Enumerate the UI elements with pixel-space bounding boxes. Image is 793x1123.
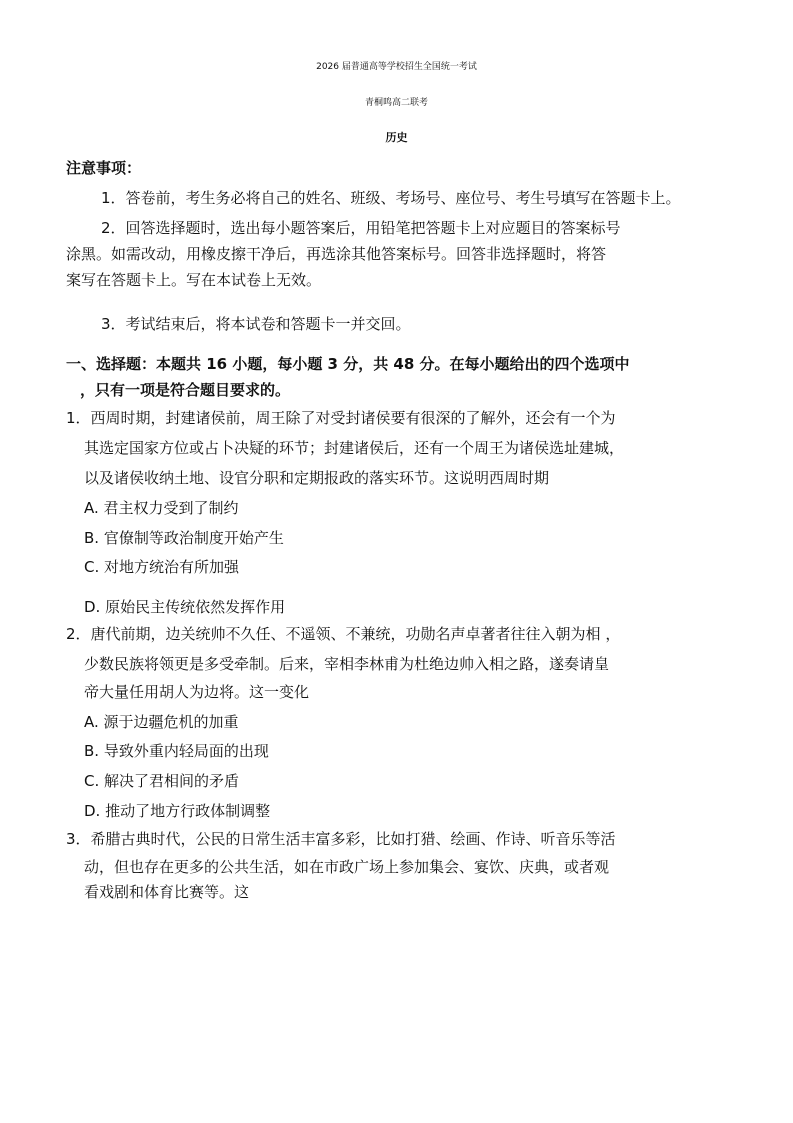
notice-item-3: 3．考试结束后，将本试卷和答题卡一并交回。 [101, 315, 411, 333]
exam-title: 2026 届普通高等学校招生全国统一考试 [316, 62, 477, 72]
subject-title: 历史 [385, 131, 408, 144]
question-2-option-d: D. 推动了地方行政体制调整 [84, 802, 271, 820]
exam-subtitle: 青桐鸣高二联考 [364, 98, 428, 108]
section-heading-line-2: ，只有一项是符合题目要求的。 [80, 381, 291, 399]
question-2-stem-line-1: 2．唐代前期，边关统帅不久任、不遥领、不兼统，功勋名声卓著者往往入朝为相 ， [66, 625, 621, 643]
question-1-stem-line-2: 其选定国家方位或占卜决疑的环节；封建诸侯后，还有一个周王为诸侯选址建城， [84, 439, 625, 457]
question-3-stem-line-2: 动，但也存在更多的公共生活，如在市政广场上参加集会、宴饮、庆典，或者观 [84, 858, 610, 876]
notice-item-2-line-1: 2．回答选择题时，选出每小题答案后，用铅笔把答题卡上对应题目的答案标号 [101, 219, 621, 237]
question-2-stem-line-2: 少数民族将领更是多受牵制。后来，宰相李林甫为杜绝边帅入相之路，遂奏请皇 [84, 655, 610, 673]
question-2-option-a: A. 源于边疆危机的加重 [84, 713, 239, 731]
section-heading-line-1: 一、选择题：本题共 16 小题，每小题 3 分，共 48 分。在每小题给出的四个选项中 [66, 355, 630, 373]
question-3-stem-line-1: 3．希腊古典时代，公民的日常生活丰富多彩，比如打猎、绘画、作诗、听音乐等活 [66, 830, 616, 848]
question-2-option-c: C. 解决了君相间的矛盾 [84, 772, 240, 790]
question-1-stem-line-3: 以及诸侯收纳土地、设官分职和定期报政的落实环节。这说明西周时期 [84, 469, 550, 487]
question-2-stem-line-3: 帝大量任用胡人为边将。这一变化 [84, 683, 310, 701]
question-2-option-b: B. 导致外重内轻局面的出现 [84, 742, 269, 760]
question-1-option-a: A. 君主权力受到了制约 [84, 499, 239, 517]
question-1-option-b: B. 官僚制等政治制度开始产生 [84, 529, 284, 547]
notice-item-2-line-2: 涂黑。如需改动，用橡皮擦干净后，再选涂其他答案标号。回答非选择题时，将答 [66, 245, 607, 263]
notice-heading: 注意事项： [66, 159, 142, 177]
question-3-stem-line-3: 看戏剧和体育比赛等。这 [84, 883, 250, 901]
question-1-stem-line-1: 1．西周时期，封建诸侯前，周王除了对受封诸侯要有很深的了解外，还会有一个为 [66, 409, 616, 427]
question-1-option-c: C. 对地方统治有所加强 [84, 558, 240, 576]
notice-item-2-line-3: 案写在答题卡上。写在本试卷上无效。 [66, 271, 322, 289]
question-1-option-d: D. 原始民主传统依然发挥作用 [84, 598, 286, 616]
notice-item-1: 1．答卷前，考生务必将自己的姓名、班级、考场号、座位号、考生号填写在答题卡上。 [101, 189, 681, 207]
